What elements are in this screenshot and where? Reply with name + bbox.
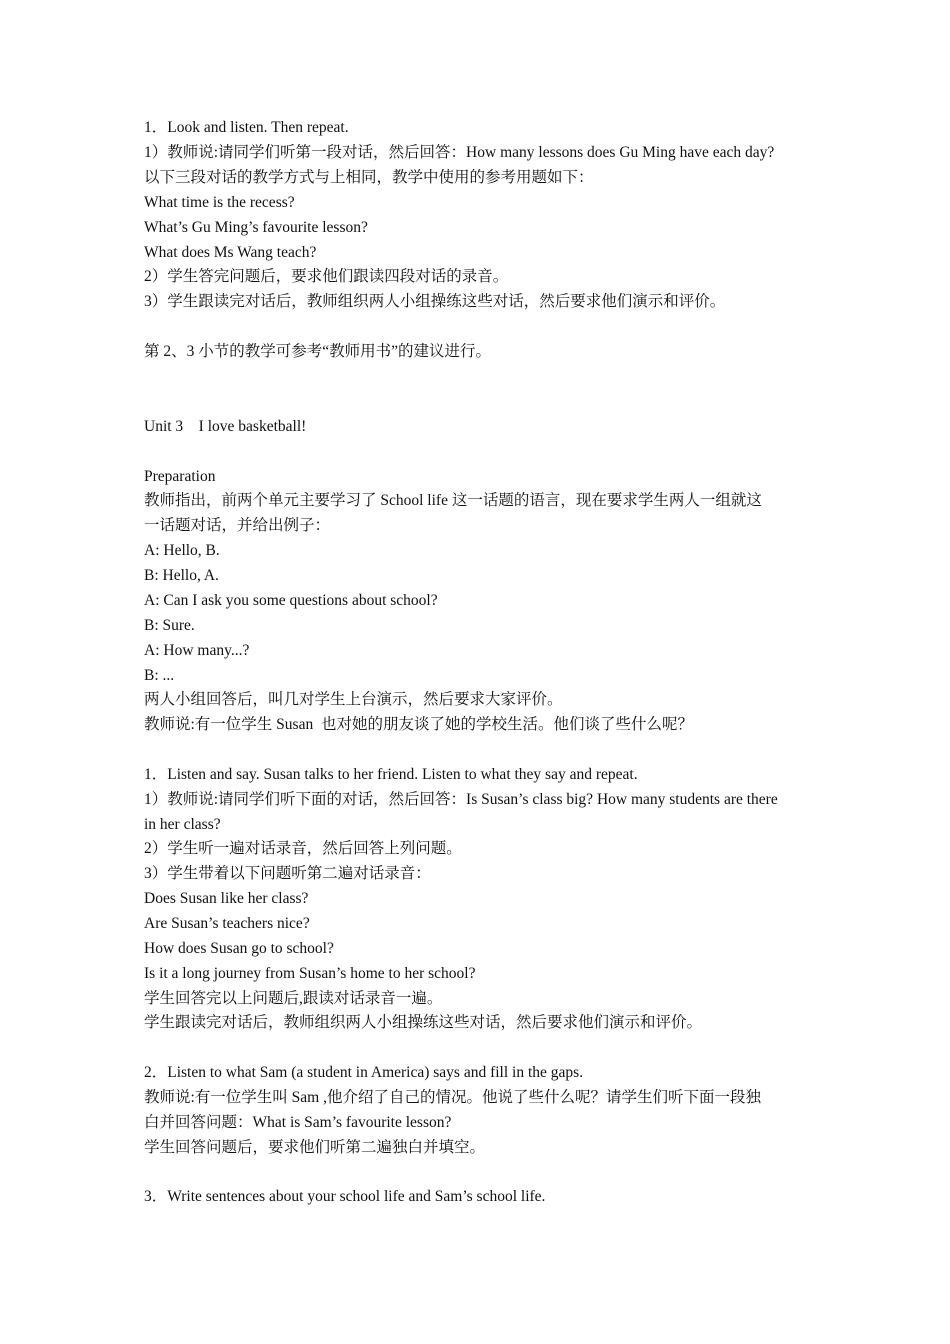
- text-line: 2）学生答完问题后，要求他们跟读四段对话的录音。: [144, 268, 509, 285]
- text-line: 教师说:有一位学生 Susan 也对她的朋友谈了她的学校生活。他们谈了些什么呢？: [144, 716, 693, 733]
- text-line: Is it a long journey from Susan’s home to her school?: [144, 965, 476, 982]
- text-line: 教师说:有一位学生叫 Sam ,他介绍了自己的情况。他说了些什么呢？请学生们听下面一段独: [144, 1089, 761, 1106]
- text-line: 1）教师说:请同学们听第一段对话，然后回答：How many lessons does Gu Ming have each day?: [144, 144, 775, 161]
- text-line: 3．Write sentences about your school life and Sam’s school life.: [144, 1188, 546, 1205]
- text-line: 1．Look and listen. Then repeat.: [144, 119, 349, 136]
- text-line: Does Susan like her class?: [144, 890, 309, 907]
- text-line: 2．Listen to what Sam (a student in America) says and fill in the gaps.: [144, 1064, 584, 1081]
- dialogue-line: B: Sure.: [144, 617, 195, 634]
- text-line: 两人小组回答后，叫几对学生上台演示，然后要求大家评价。: [144, 691, 563, 708]
- text-line: 学生跟读完对话后，教师组织两人小组操练这些对话，然后要求他们演示和评价。: [144, 1014, 703, 1031]
- text-line: What time is the recess?: [144, 194, 295, 211]
- text-line: 2）学生听一遍对话录音，然后回答上列问题。: [144, 840, 462, 857]
- dialogue-line: A: Can I ask you some questions about school?: [144, 592, 438, 609]
- dialogue-line: B: Hello, A.: [144, 567, 219, 584]
- dialogue-line: A: Hello, B.: [144, 542, 220, 559]
- text-line: What does Ms Wang teach?: [144, 244, 317, 261]
- text-line: in her class?: [144, 816, 221, 833]
- text-line: 3）学生带着以下问题听第二遍对话录音：: [144, 865, 431, 882]
- text-line: 一话题对话，并给出例子：: [144, 517, 331, 534]
- dialogue-line: A: How many...?: [144, 642, 250, 659]
- text-line: 学生回答问题后，要求他们听第二遍独白并填空。: [144, 1139, 486, 1156]
- text-line: 学生回答完以上问题后,跟读对话录音一遍。: [144, 990, 443, 1007]
- unit-heading: Unit 3 I love basketball!: [144, 418, 307, 435]
- text-line: 第 2、3 小节的教学可参考“教师用书”的建议进行。: [144, 343, 492, 360]
- text-line: 3）学生跟读完对话后，教师组织两人小组操练这些对话，然后要求他们演示和评价。: [144, 293, 726, 310]
- text-line: 1）教师说:请同学们听下面的对话，然后回答：Is Susan’s class big? How many students are there: [144, 791, 778, 808]
- text-line: How does Susan go to school?: [144, 940, 334, 957]
- text-line: 教师指出，前两个单元主要学习了 School life 这一话题的语言，现在要求学生两人一组就这: [144, 492, 762, 509]
- text-line: Are Susan’s teachers nice?: [144, 915, 310, 932]
- text-line: 以下三段对话的教学方式与上相同，教学中使用的参考用题如下：: [144, 169, 594, 186]
- section-heading: Preparation: [144, 468, 216, 485]
- text-line: 1．Listen and say. Susan talks to her friend. Listen to what they say and repeat.: [144, 766, 638, 783]
- text-line: 白并回答问题：What is Sam’s favourite lesson?: [144, 1114, 452, 1131]
- dialogue-line: B: ...: [144, 667, 175, 684]
- text-line: What’s Gu Ming’s favourite lesson?: [144, 219, 368, 236]
